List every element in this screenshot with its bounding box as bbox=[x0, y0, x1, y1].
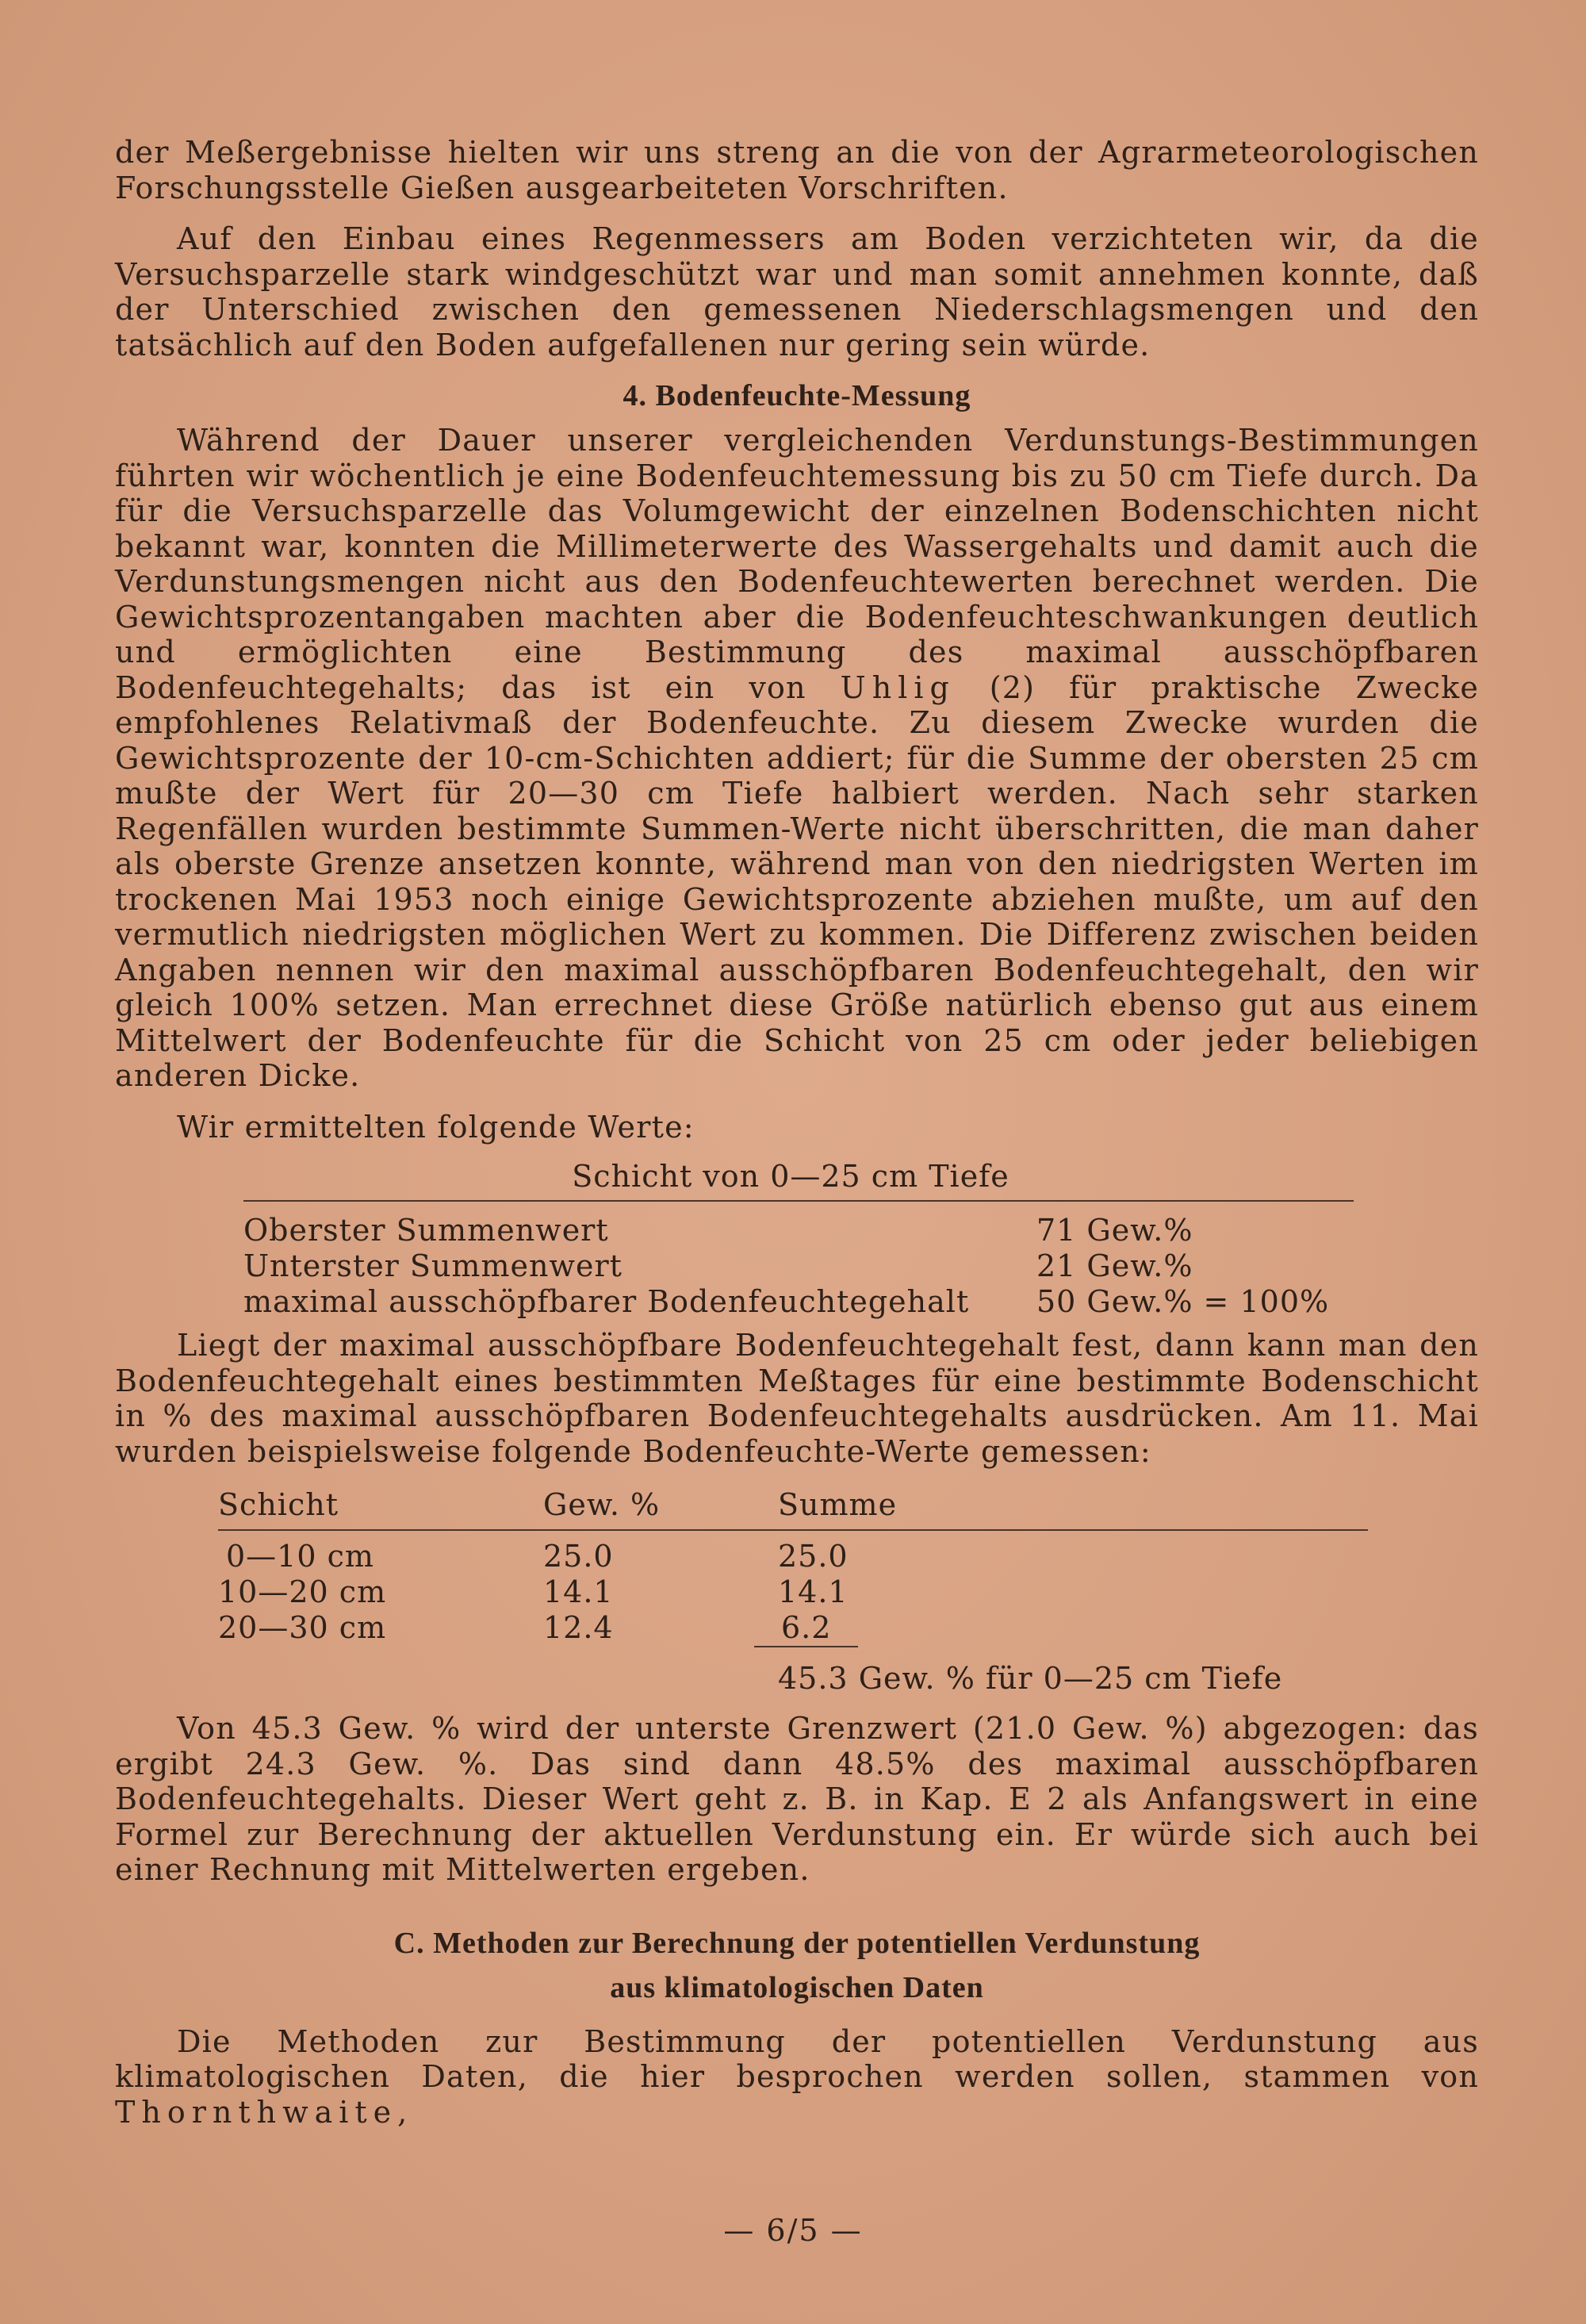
row-value: 50 Gew.% = 100% bbox=[1036, 1284, 1330, 1319]
table-row bbox=[243, 1213, 1463, 1248]
cell-summe: 6.2 bbox=[754, 1610, 858, 1647]
paragraph-5: Liegt der maximal ausschöpfbare Bodenfeuchtegehalt fest, dann kann man den Bodenfeuchtegehalt eines bestimmten Meßtages für eine bestimmte Bodenschicht in % des maximal ausschöpfbaren Bodenfeuchtegehalts ausdrücken. Am 11. Mai wurden beispielsweise folgende Bodenfeuchte-Werte gemessen: bbox=[115, 1328, 1479, 1469]
page-content bbox=[115, 135, 1479, 2130]
table-row bbox=[218, 1574, 1487, 1610]
summary-table-rule bbox=[243, 1200, 1354, 1202]
section-heading-4: 4. Bodenfeuchte-Messung bbox=[623, 379, 971, 412]
page-number: — 6/5 — bbox=[723, 2213, 863, 2248]
summary-table bbox=[243, 1157, 1463, 1320]
section-heading-c-line1: C. Methoden zur Berechnung der potentiellen Verdunstung bbox=[393, 1926, 1201, 1960]
measurement-table-total: 45.3 Gew. % für 0—25 cm Tiefe bbox=[778, 1661, 1283, 1696]
measurement-table bbox=[218, 1485, 1487, 1698]
paragraph-6: Von 45.3 Gew. % wird der unterste Grenzwert (21.0 Gew. %) abgezogen: das ergibt 24.3 Gew. %. Das sind dann 48.5% des maximal ausschöpfbaren Bodenfeuchtegehalts. Dieser Wert geht z. B. in Kap. E 2 als Anfangswert in eine Formel zur Berechnung der aktuellen Verdunstung ein. Er würde sich auch bei einer Rechnung mit Mittelwerten ergeben. bbox=[115, 1711, 1479, 1887]
cell-gew: 25.0 bbox=[543, 1539, 614, 1574]
row-label: Unterster Summenwert bbox=[243, 1248, 623, 1283]
paragraph-2: Auf den Einbau eines Regenmessers am Boden verzichteten wir, da die Versuchsparzelle stark windgeschützt war und man somit annehmen konnte, daß der Unterschied zwischen den gemessenen Niederschlagsmengen und den tatsächlich auf den Boden aufgefallenen nur gering sein würde. bbox=[115, 221, 1479, 362]
paragraph-3 bbox=[115, 423, 1479, 1094]
table-row bbox=[243, 1284, 1463, 1320]
paragraph-3-text-b: (2) für praktische Zwecke empfohlenes Relativmaß der Bodenfeuchte. Zu diesem Zwecke wurden die Gewichtsprozente der 10-cm-Schichten addiert; für die Summe der obersten 25 cm mußte der Wert für 20—30 cm Tiefe halbiert werden. Nach sehr starken Regenfällen wurden bestimmte Summen-Werte nicht überschritten, die man daher als oberste Grenze ansetzen konnte, während man von den niedrigsten Werten im trockenen Mai 1953 noch einige Gewichtsprozente abziehen mußte, um auf den vermutlich niedrigsten möglichen Wert zu kommen. Die Differenz zwischen beiden Angaben nennen wir den maximal ausschöpfbaren Bodenfeuchtegehalt, den wir gleich 100% setzen. Man errechnet diese Größe natürlich ebenso gut aus einem Mittelwert der Bodenfeuchte für die Schicht von 25 cm oder jeder beliebigen anderen Dicke. bbox=[115, 669, 1480, 1093]
summary-table-caption: Schicht von 0—25 cm Tiefe bbox=[572, 1159, 1009, 1194]
paragraph-1: der Meßergebnisse hielten wir uns streng an die von der Agrarmeteorologischen Forschungsstelle Gießen ausgearbeiteten Vorschriften. bbox=[115, 135, 1479, 205]
paragraph-4: Wir ermittelten folgende Werte: bbox=[177, 1109, 695, 1145]
cell-schicht: 10—20 cm bbox=[218, 1574, 387, 1609]
paragraph-7-text: Die Methoden zur Bestimmung der potentiellen Verdunstung aus klimatologischen Daten, die hier besprochen werden sollen, stammen von bbox=[115, 2023, 1479, 2094]
cell-gew: 12.4 bbox=[543, 1610, 614, 1645]
section-heading-c-line2: aus klimatologischen Daten bbox=[610, 1970, 984, 2004]
header-summe: Summe bbox=[778, 1487, 898, 1522]
cell-gew: 14.1 bbox=[543, 1574, 614, 1609]
cell-summe: 25.0 bbox=[778, 1539, 849, 1574]
cell-schicht: 0—10 cm bbox=[226, 1539, 374, 1574]
header-gew: Gew. % bbox=[543, 1487, 661, 1522]
header-schicht: Schicht bbox=[218, 1487, 339, 1522]
row-label: Oberster Summenwert bbox=[243, 1213, 609, 1248]
author-name-uhlig: Uhlig bbox=[840, 669, 956, 705]
table-row bbox=[218, 1539, 1487, 1574]
measurement-table-header bbox=[218, 1485, 1487, 1524]
paragraph-7 bbox=[115, 2024, 1479, 2130]
row-value: 71 Gew.% bbox=[1036, 1213, 1193, 1248]
table-row bbox=[243, 1248, 1463, 1284]
table-row bbox=[218, 1610, 1487, 1647]
cell-summe: 14.1 bbox=[778, 1574, 849, 1609]
cell-schicht: 20—30 cm bbox=[218, 1610, 387, 1645]
cell-summe-wrap bbox=[778, 1610, 937, 1647]
author-name-thornthwaite: Thornthwaite, bbox=[115, 2094, 414, 2130]
paragraph-3-text-a: Während der Dauer unserer vergleichenden Verdunstungs-Bestimmungen führten wir wöchentlich je eine Bodenfeuchtemessung bis zu 50 cm Tiefe durch. Da für die Versuchsparzelle das Volumgewicht der einzelnen Bodenschichten nicht bekannt war, konnten die Millimeterwerte des Wassergehalts und damit auch die Verdunstungsmengen nicht aus den Bodenfeuchtewerten berechnet werden. Die Gewichtsprozentangaben machten aber die Bodenfeuchteschwankungen deutlich und ermöglichten eine Bestimmung des maximal ausschöpfbaren Bodenfeuchtegehalts; das ist ein von bbox=[115, 423, 1479, 705]
measurement-table-rule bbox=[218, 1529, 1368, 1531]
row-value: 21 Gew.% bbox=[1036, 1248, 1193, 1283]
row-label: maximal ausschöpfbarer Bodenfeuchtegehalt bbox=[243, 1284, 970, 1319]
